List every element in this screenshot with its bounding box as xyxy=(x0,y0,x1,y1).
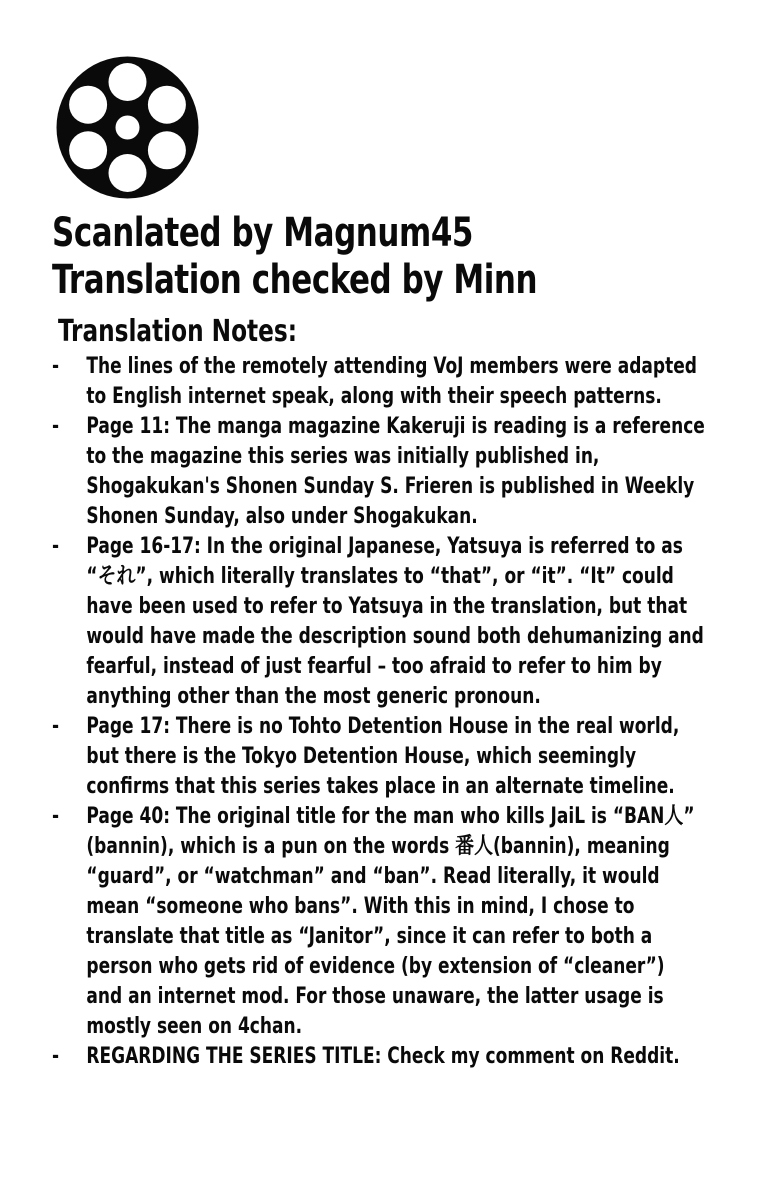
bullet-dash: - xyxy=(52,354,60,379)
note-item xyxy=(52,712,706,802)
note-item xyxy=(52,412,706,532)
note-text: The lines of the remotely attending VoJ members were adapted to English internet speak, along with their speech patterns. xyxy=(86,354,697,409)
notes-heading: Translation Notes: xyxy=(58,314,297,349)
note-text: Page 16-17: In the original Japanese, Yatsuya is referred to as “それ”, which literally translates to “that”, or “it”. “It” could have been used to refer to Yatsuya in the translation, but that would have made the description sound both dehumanizing and fearful, instead of just fearful – too afraid to refer to him by anything other than the most generic pronoun. xyxy=(86,534,704,709)
note-text: Page 11: The manga magazine Kakeruji is reading is a reference to the magazine this series was initially published in, Shogakukan's Shonen Sunday S. Frieren is published in Weekly Shonen Sunday, also under Shogakukan. xyxy=(86,414,705,529)
bullet-dash: - xyxy=(52,804,60,829)
note-item xyxy=(52,1042,706,1072)
note-text: Page 40: The original title for the man who kills JaiL is “BAN人” (bannin), which is a pun on the words 番人(bannin), meaning “guard”, or “watchman” and “ban”. Read literally, it would mean “someone who bans”. With this in mind, I chose to translate that title as “Janitor”, since it can refer to both a person who gets rid of evidence (by extension of “cleaner”) and an internet mod. For those unaware, the latter usage is mostly seen on 4chan. xyxy=(86,804,695,1039)
note-text: REGARDING THE SERIES TITLE: Check my comment on Reddit. xyxy=(86,1044,680,1069)
bullet-dash: - xyxy=(52,414,60,439)
note-item xyxy=(52,532,706,712)
scanlated-by-line: Scanlated by Magnum45 xyxy=(52,210,474,256)
note-item xyxy=(52,802,706,1042)
bullet-dash: - xyxy=(52,714,60,739)
note-text: Page 17: There is no Tohto Detention House in the real world, but there is the Tokyo Detention House, which seemingly confirms that this series takes place in an alternate timeline. xyxy=(86,714,680,799)
bullet-dash: - xyxy=(52,1044,60,1069)
revolver-cylinder-icon xyxy=(55,55,200,200)
bullet-dash: - xyxy=(52,534,60,559)
credits-block xyxy=(52,210,537,304)
translation-notes-list xyxy=(52,352,706,1072)
translation-checked-line: Translation checked by Minn xyxy=(52,257,538,303)
note-item xyxy=(52,352,706,412)
